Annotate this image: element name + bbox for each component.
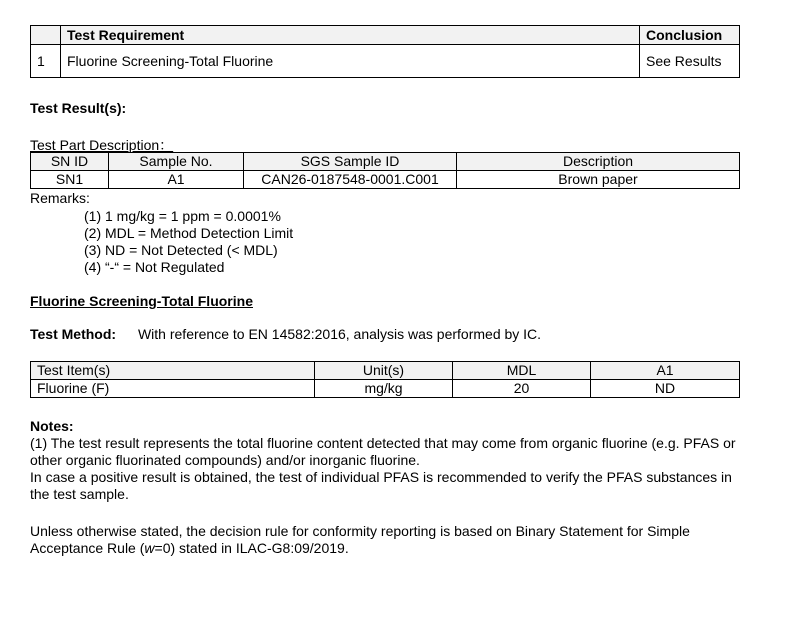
test-method-text: With reference to EN 14582:2016, analysis was performed by IC.: [137, 326, 542, 342]
result-a1: ND: [591, 380, 740, 398]
requirements-header-row: [31, 26, 740, 45]
remark-item: (4) “-“ = Not Regulated: [84, 259, 225, 275]
requirements-header-conclusion: Conclusion: [640, 26, 740, 45]
part-header-row: [31, 153, 740, 171]
requirements-header-requirement: Test Requirement: [61, 26, 640, 45]
remark-item: (3) ND = Not Detected (< MDL): [84, 242, 278, 258]
remark-item: (2) MDL = Method Detection Limit: [84, 225, 294, 241]
part-sn-id: SN1: [31, 171, 109, 189]
decision-rule-text: Unless otherwise stated, the decision rule for conformity reporting is based on Binary Statement for Simple Acceptance Rule (: [30, 523, 690, 556]
results-header-unit: Unit(s): [315, 362, 453, 380]
remarks-label: Remarks:: [30, 190, 90, 206]
notes-line-1: (1) The test result represents the total fluorine content detected that may come from organic fluorine (e.g. PFAS or other organic fluorinated compounds) and/or inorganic fluorine.: [30, 435, 736, 468]
part-header-sgs-sample-id: SGS Sample ID: [244, 153, 457, 171]
part-sgs-sample-id: CAN26-0187548-0001.C001: [244, 171, 457, 189]
decision-rule-italic: w: [144, 540, 155, 556]
results-header-row: [31, 362, 740, 380]
notes-line-2: In case a positive result is obtained, the test of individual PFAS is recommended to verify the PFAS substances in the test sample.: [30, 469, 732, 502]
table-row: [31, 171, 740, 189]
remark-item: (1) 1 mg/kg = 1 ppm = 0.0001%: [84, 208, 281, 224]
decision-rule: [30, 523, 750, 557]
decision-rule-text-end: =0) stated in ILAC-G8:09/2019.: [154, 540, 349, 556]
section-title: Fluorine Screening-Total Fluorine: [30, 293, 253, 309]
part-description-table: [30, 152, 740, 189]
results-header-test-item: Test Item(s): [31, 362, 315, 380]
part-description: Brown paper: [457, 171, 740, 189]
test-method-label: Test Method:: [30, 326, 117, 342]
results-header-a1: A1: [591, 362, 740, 380]
table-row: [31, 380, 740, 398]
requirement-no: 1: [31, 45, 61, 78]
results-table: [30, 361, 740, 398]
result-unit: mg/kg: [315, 380, 453, 398]
part-header-description: Description: [457, 153, 740, 171]
result-mdl: 20: [453, 380, 591, 398]
table-row: [31, 45, 740, 78]
part-description-title: Test Part Description：: [30, 137, 174, 153]
requirement-conclusion: See Results: [640, 45, 740, 78]
requirements-header-no: [31, 26, 61, 45]
results-header-mdl: MDL: [453, 362, 591, 380]
part-header-sample-no: Sample No.: [109, 153, 244, 171]
requirements-table: [30, 25, 740, 78]
part-header-sn-id: SN ID: [31, 153, 109, 171]
requirement-name: Fluorine Screening-Total Fluorine: [61, 45, 640, 78]
part-sample-no: A1: [109, 171, 244, 189]
result-test-item: Fluorine (F): [31, 380, 315, 398]
notes-label: Notes:: [30, 418, 74, 434]
test-method: [30, 326, 541, 342]
test-results-heading: Test Result(s):: [30, 100, 127, 116]
